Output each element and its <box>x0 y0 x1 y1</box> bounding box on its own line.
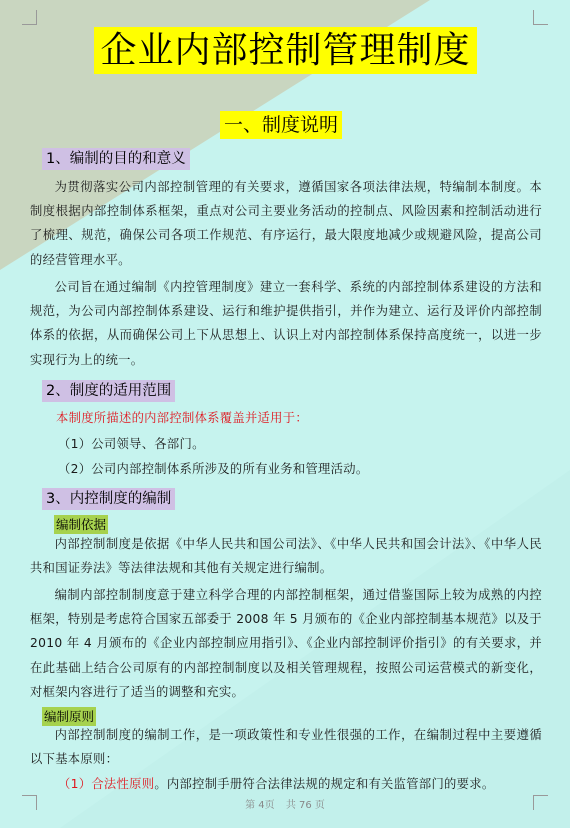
paragraph-purpose-1: 为贯彻落实公司内部控制管理的有关要求，遵循国家各项法律法规，特编制本制度。本制度根据内部控制体系框架，重点对公司主要业务活动的控制点、风险因素和控制活动进行了梳理、规范，确保公司各项工作规范、有序运行，最大限度地减少或规避风险，提高公司的经营管理水平。 <box>30 180 542 267</box>
subsection-heading-compilation: 3、内控制度的编制 <box>42 488 175 510</box>
tag-principles: 编制原则 <box>44 709 95 724</box>
tag-basis: 编制依据 <box>56 517 107 532</box>
scope-item-1: （1）公司领导、各部门。 <box>58 437 205 451</box>
paragraph-principles: 内部控制制度的编制工作，是一项政策性和专业性很强的工作，在编制过程中主要遵循以下基本原则： <box>30 728 542 767</box>
paragraph-basis-1: 内部控制制度是依据《中华人民共和国公司法》、《中华人民共和国会计法》、《中华人民共和国证券法》等法律法规和其他有关规定进行编制。 <box>30 537 542 576</box>
page-number: 第 4页 <box>245 800 275 811</box>
scope-item-2: （2）公司内部控制体系所涉及的所有业务和管理活动。 <box>58 462 369 476</box>
principle-1-label: （1）合法性原则 <box>58 777 155 791</box>
page-footer <box>0 796 570 811</box>
subsection-heading-purpose: 1、编制的目的和意义 <box>42 148 190 170</box>
section-heading: 一、制度说明 <box>220 111 342 139</box>
paragraph-purpose-2: 公司旨在通过编制《内控管理制度》建立一套科学、系统的内部控制体系建设的方法和规范，为公司内部控制体系建设、运行和维护提供指引，并作为建立、运行及评价内部控制体系的依据，从而确保公司上下从思想上、认识上对内部控制体系保持高度统一，以进一步实现行为上的统一。 <box>30 280 542 367</box>
scope-intro: 本制度所描述的内部控制体系覆盖并适用于： <box>56 411 308 425</box>
subsection-heading-scope: 2、制度的适用范围 <box>42 380 175 402</box>
document-title: 企业内部控制管理制度 <box>94 27 477 74</box>
page-total: 共 76 页 <box>285 800 325 811</box>
paragraph-basis-2: 编制内部控制制度意于建立科学合理的内部控制框架，通过借鉴国际上较为成熟的内控框架，特别是考虑符合国家五部委于 2008 年 5 月颁布的《企业内部控制基本规范》以及于 2010 年 4 月颁布的《企业内部控制应用指引》、《企业内部控制评价指引》的有关要求，并在此基础上结合公司原有的内部控制制度以及相关管理规程，按照公司运营模式的新变化，对框架内容进行了适当的调整和充实。 <box>30 588 542 699</box>
principle-1-text: 。内部控制手册符合法律法规的规定和有关监管部门的要求。 <box>154 777 495 791</box>
principle-1 <box>58 774 494 794</box>
